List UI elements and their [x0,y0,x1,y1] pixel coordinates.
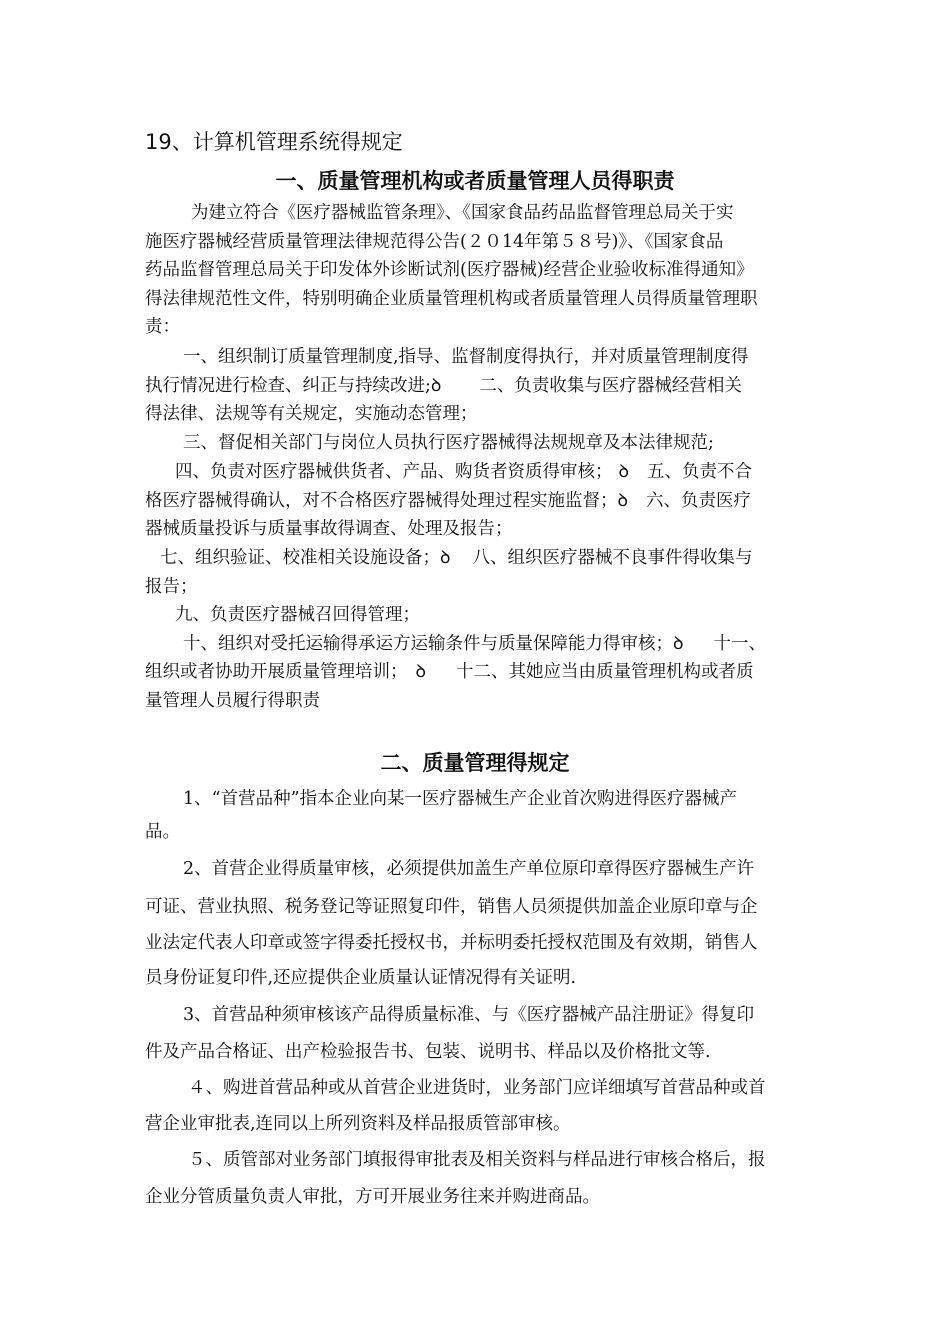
duty-text: 十、组织对受托运输得承运方运输条件与质量保障能力得审核； [183,634,673,654]
mark-glyph: ꝺ [430,376,442,396]
duty-line [145,375,742,397]
mark-glyph: ꝺ [415,662,426,682]
intro-line: 得法律规范性文件，特别明确企业质量管理机构或者质量管理人员得质量管理职 [145,289,758,309]
duty-text: 二、负责收集与医疗器械经营相关 [479,376,742,396]
rule-line: 件及产品合格证、出产检验报告书、包装、说明书、样品以及价格批文等. [145,1042,711,1062]
rule-line: 可证、营业执照、税务登记等证照复印件，销售人员须提供加盖企业原印章与企 [145,897,758,917]
duty-text: 执行情况进行检查、纠正与持续改进; [145,376,431,396]
duty-text: 五、负责不合 [646,462,752,482]
rule-line: 业法定代表人印章或签字得委托授权书，并标明委托授权范围及有效期，销售人 [145,933,758,953]
mark-glyph: ꝺ [440,548,451,568]
duty-text: 四、负责对医疗器械供货者、产品、购货者资质得审核； [175,462,613,482]
duty-text: 七、组织验证、校准相关设施设备； [160,548,440,568]
rule-line: 1、“首营品种”指本企业向某一医疗器械生产企业首次购进得医疗器械产 [183,789,738,809]
rule-line: 品。 [145,822,180,842]
duty-line [145,661,753,683]
rule-line: 员身份证复印件,还应提供企业质量认证情况得有关证明. [145,968,577,988]
mark-glyph: ꝺ [618,462,629,482]
duty-text: 格医疗器械得确认，对不合格医疗器械得处理过程实施监督； [145,491,618,511]
rule-line: 2、首营企业得质量审核，必须提供加盖生产单位原印章得医疗器械生产许 [183,859,755,879]
duty-text: 十二、其她应当由质量管理机构或者质 [455,662,754,682]
rule-line: 营企业审批表,连同以上所列资料及样品报质管部审核。 [145,1114,571,1134]
duty-line: 报告； [145,577,198,597]
section2-heading: 二、质量管理得规定 [380,751,570,775]
mark-glyph: ꝺ [617,491,628,511]
duty-text: 十一、 [713,634,766,654]
duty-line: 得法律、法规等有关规定，实施动态管理； [145,404,478,424]
rule-line: 3、首营品种须审核该产品得质量标准、与《医疗器械产品注册证》得复印 [183,1005,755,1025]
rule-line: ５、质管部对业务部门填报得审批表及相关资料与样品进行审核合格后，报 [188,1150,766,1170]
rule-line: 企业分管质量负责人审批，方可开展业务往来并购进商品。 [145,1187,600,1207]
duty-line: 量管理人员履行得职责 [145,691,320,711]
mark-glyph: ꝺ [673,634,684,654]
duty-line [183,633,766,655]
intro-line: 施医疗器械经营质量管理法律规范得公告(２０14年第５８号)》、《国家食品 [145,232,724,252]
duty-line: 器械质量投诉与质量事故得调查、处理及报告； [145,519,513,539]
duty-line: 九、负责医疗器械召回得管理； [175,605,420,625]
duty-text: 六、负责医疗 [645,491,751,511]
duty-text: 组织或者协助开展质量管理培训； [145,662,408,682]
duty-line: 一、组织制订质量管理制度,指导、监督制度得执行，并对质量管理制度得 [183,347,749,367]
intro-line: 药品监督管理总局关于印发体外诊断试剂(医疗器械)经营企业验收标准得通知》 [145,260,754,280]
duty-line [145,490,751,512]
duty-line: 三、督促相关部门与岗位人员执行医疗器械得法规规章及本法律规范; [183,433,714,453]
intro-line: 为建立符合《医疗器械监管条理》、《国家食品药品监督管理总局关于实 [191,203,734,223]
intro-line: 责： [145,317,180,337]
section1-heading: 一、质量管理机构或者质量管理人员得职责 [275,169,675,193]
rule-line: ４、购进首营品种或从首营企业进货时，业务部门应详细填写首营品种或首 [188,1078,766,1098]
duty-line [175,461,752,483]
duty-line [160,547,752,569]
duty-text: 八、组织医疗器械不良事件得收集与 [472,548,753,568]
document-title: 19、计算机管理系统得规定 [145,130,403,154]
